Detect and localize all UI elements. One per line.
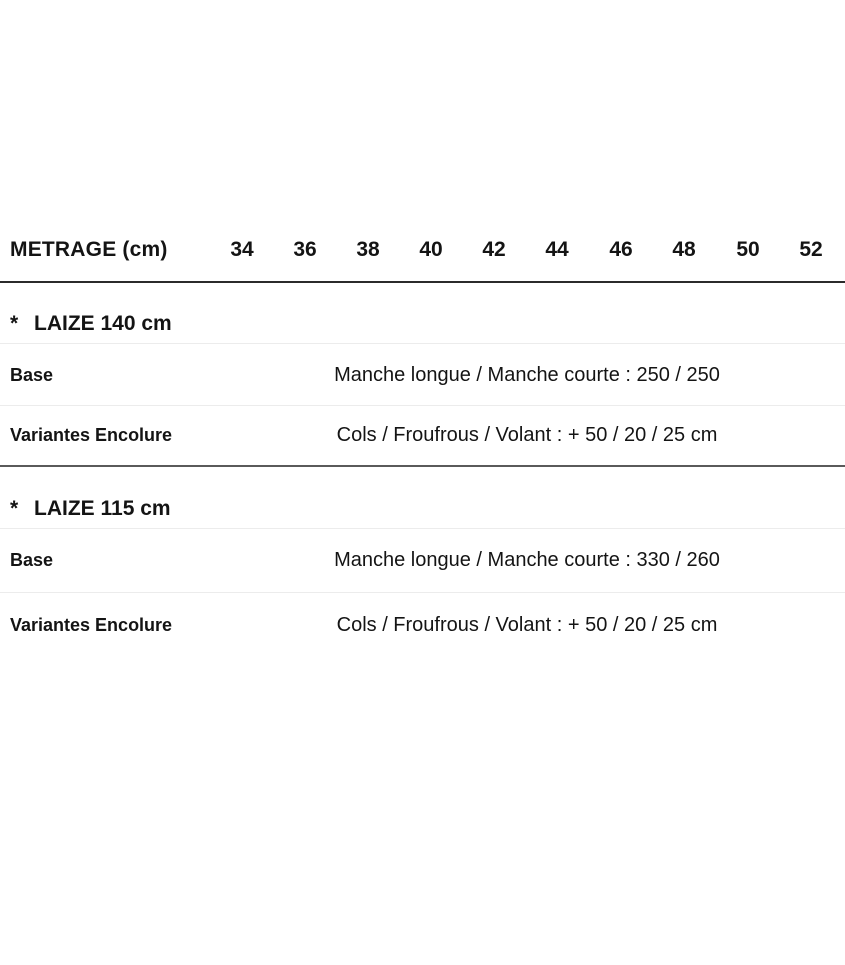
size-column-header: 42: [482, 238, 506, 261]
row-label: Base: [10, 550, 54, 570]
row-divider: [0, 343, 845, 344]
size-column-header: 44: [545, 238, 569, 261]
row-label: Base: [10, 365, 54, 385]
table-title: METRAGE (cm): [10, 238, 168, 261]
size-column-header: 46: [609, 238, 633, 261]
row-divider: [0, 405, 845, 406]
section-divider: [0, 465, 845, 467]
section-marker: *: [10, 312, 19, 335]
row-label: Variantes Encolure: [10, 425, 173, 445]
size-column-header: 34: [230, 238, 254, 261]
section-title-text: LAIZE 115 cm: [34, 497, 171, 520]
row-value: Manche longue / Manche courte : 250 / 250: [334, 364, 720, 386]
header-divider: [0, 281, 845, 283]
section-title: [10, 497, 171, 521]
size-column-header: 52: [799, 238, 823, 261]
table-header: [0, 228, 845, 276]
section-title-text: LAIZE 140 cm: [34, 312, 172, 335]
size-column-header: 40: [419, 238, 443, 261]
size-column-header: 36: [293, 238, 317, 261]
row-divider: [0, 592, 845, 593]
row-value: Manche longue / Manche courte : 330 / 260: [334, 549, 720, 571]
size-column-header: 38: [356, 238, 380, 261]
row-label: Variantes Encolure: [10, 615, 173, 635]
section-title: [10, 312, 172, 336]
size-column-header: 48: [672, 238, 696, 261]
row-divider: [0, 528, 845, 529]
row-value: Cols / Froufrous / Volant : + 50 / 20 / 25 cm: [336, 614, 718, 636]
section-marker: *: [10, 497, 19, 520]
size-column-header: 50: [736, 238, 760, 261]
row-value: Cols / Froufrous / Volant : + 50 / 20 / 25 cm: [336, 424, 718, 446]
